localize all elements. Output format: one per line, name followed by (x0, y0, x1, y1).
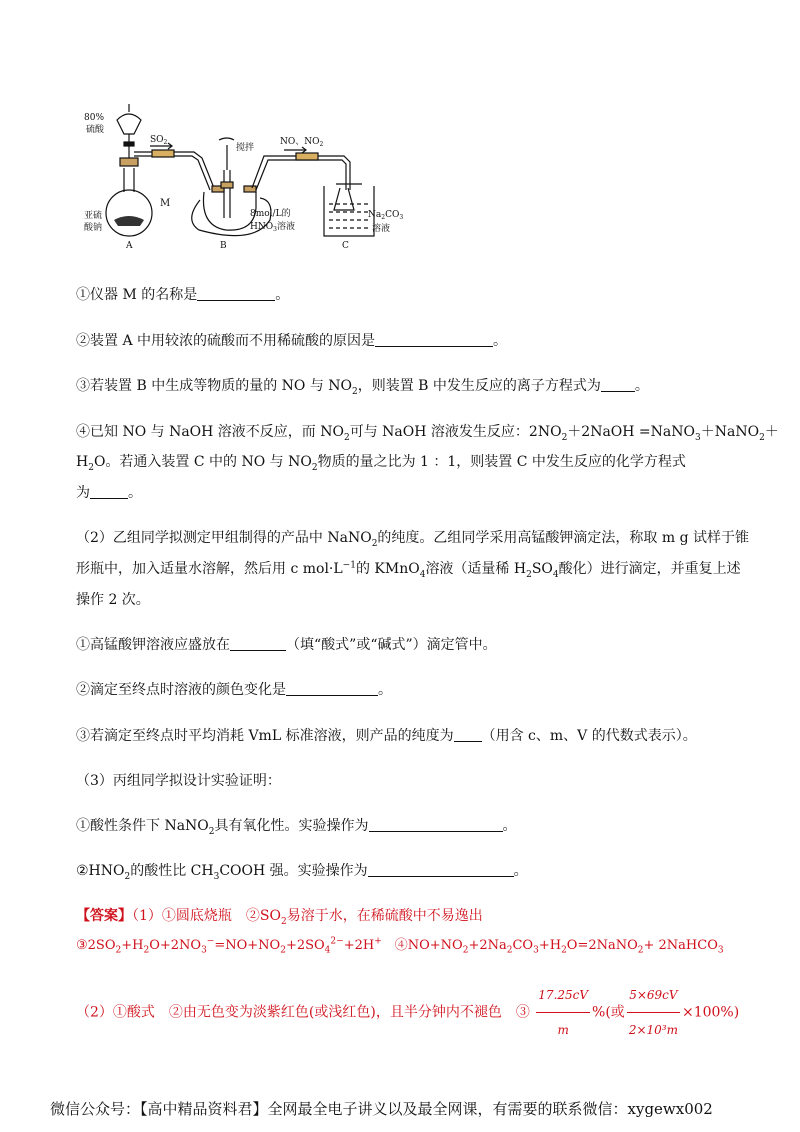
answer-blank (286, 682, 378, 696)
dropping-funnel (117, 114, 141, 134)
label-a: A (126, 241, 133, 251)
na2co3-label: $Na_2CO_3$ (368, 210, 404, 221)
answer-line2: $③2SO_2+H_2O+2NO_3^-=NO+NO_2+2SO_4^{2-}+2H^+$ $④NO+NO_2+2Na_2CO_3+H_2O=2NaNO_2+$ 2NaHCO$_3$ (76, 936, 724, 956)
answer-fraction-1: $\frac{17.25cV}{m}$ (536, 978, 590, 1047)
acid-name-label: 硫酸 (86, 125, 105, 135)
q1-item3: ③若装置 B 中生成等物质的量的 NO 与 $NO_2$，则装置 B 中发生反应的离子方程式为 。 (76, 378, 649, 397)
sulfite-label-2: 酸钠 (84, 223, 103, 233)
na2co3-tail-label: 溶液 (372, 224, 391, 234)
q2-intro-line2: 形瓶中，加入适量水溶解，然后用 c $mol\cdot L^{-1}$的 KMnO$_4$溶液（适量稀 $H_2SO_4$酸化）进行滴定，并重复上述 (76, 560, 741, 580)
label-b: B (220, 241, 227, 251)
hno3-sol-label: $HNO_3$溶液 (250, 222, 295, 233)
sulfite-label-1: 亚硫 (84, 211, 103, 221)
q1-item2: ②装置 A 中用较浓的硫酸而不用稀硫酸的原因是 。 (76, 333, 508, 349)
answer-blank (454, 728, 482, 742)
acid-pct-label: 80% (84, 113, 105, 123)
answer-line3: （2）①酸式 ②由无色变为淡紫红色(或浅红色)，且半分钟内不褪色 ③ $\frac{17.25cV}{m}$ %(或 $\frac{5\times 69cV}{\text{2×10³m}}$ ×100%) (76, 978, 736, 1047)
q3-intro: （3）丙组同学拟设计实验证明： (76, 773, 281, 789)
apparatus-diagram (84, 100, 414, 260)
q2-item3: ③若滴定至终点时平均消耗 VmL 标准溶液，则产品的纯度为 （用含 c、m、V 的代数式表示）。 (76, 728, 697, 744)
no-no2-label: NO、$NO_2$ (280, 137, 324, 148)
q1-item1: ①仪器 M 的名称是 。 (76, 287, 290, 303)
answer-blank (197, 287, 275, 301)
q2-item1: ①高锰酸钾溶液应盛放在 （填“酸式”或“碱式”）滴定管中。 (76, 637, 497, 653)
answer-blank (369, 818, 503, 832)
hno3-conc-label: 8mol/L的 (250, 209, 291, 219)
answer-line1: 【答案】（1）①圆底烧瓶 $②SO_2$易溶于水，在稀硫酸中不易逸出 (76, 908, 483, 927)
answer-blank (375, 333, 493, 347)
q1-item4-line3: 为 。 (76, 485, 142, 501)
q2-item2: ②滴定至终点时溶液的颜色变化是 。 (76, 682, 392, 698)
q2-intro-line1: （2）乙组同学拟测定甲组制得的产品中 NaNO$_2$的纯度。乙组同学采用高锰酸钾滴定法，称取 m g 试样于锥 (76, 530, 750, 549)
q3-item1: ①酸性条件下 NaNO$_2$具有氧化性。实验操作为 。 (76, 818, 517, 837)
answer-label: 【答案】 (76, 908, 132, 924)
answer-blank (230, 637, 286, 651)
answer-blank (368, 863, 514, 877)
footer-text: 微信公众号：【高中精品资料君】全网最全电子讲义以及最全网课，有需要的联系微信：xygewx002 (50, 1100, 713, 1118)
stir-label: 搅拌 (236, 143, 255, 153)
answer-blank (90, 485, 128, 499)
answer-fraction-2: $\frac{5\times 69cV}{\text{2×10³m}}$ (627, 978, 680, 1047)
q3-item2: $②HNO_2$的酸性比 $CH_3COOH$ 强。实验操作为 。 (76, 863, 528, 882)
so2-label: $SO_2$ (150, 135, 168, 146)
answer-blank (601, 378, 635, 392)
round-bottom-flask-M (106, 190, 152, 236)
q2-intro-line3: 操作 2 次。 (76, 592, 150, 608)
q1-item4-line1: ④已知 NO 与 NaOH 溶液不反应，而 $NO_2$可与 NaOH 溶液发生反应：$2NO_2+2NaOH$ =NaNO$_3$＋NaNO$_2$＋ (76, 424, 779, 443)
q1-item4-line2: $H_2O$。若通入装置 C 中的 NO 与 $NO_2$物质的量之比为 1 ：1，则装置 C 中发生反应的化学方程式 (76, 454, 686, 473)
label-c: C (342, 241, 349, 251)
m-label: M (160, 198, 171, 209)
